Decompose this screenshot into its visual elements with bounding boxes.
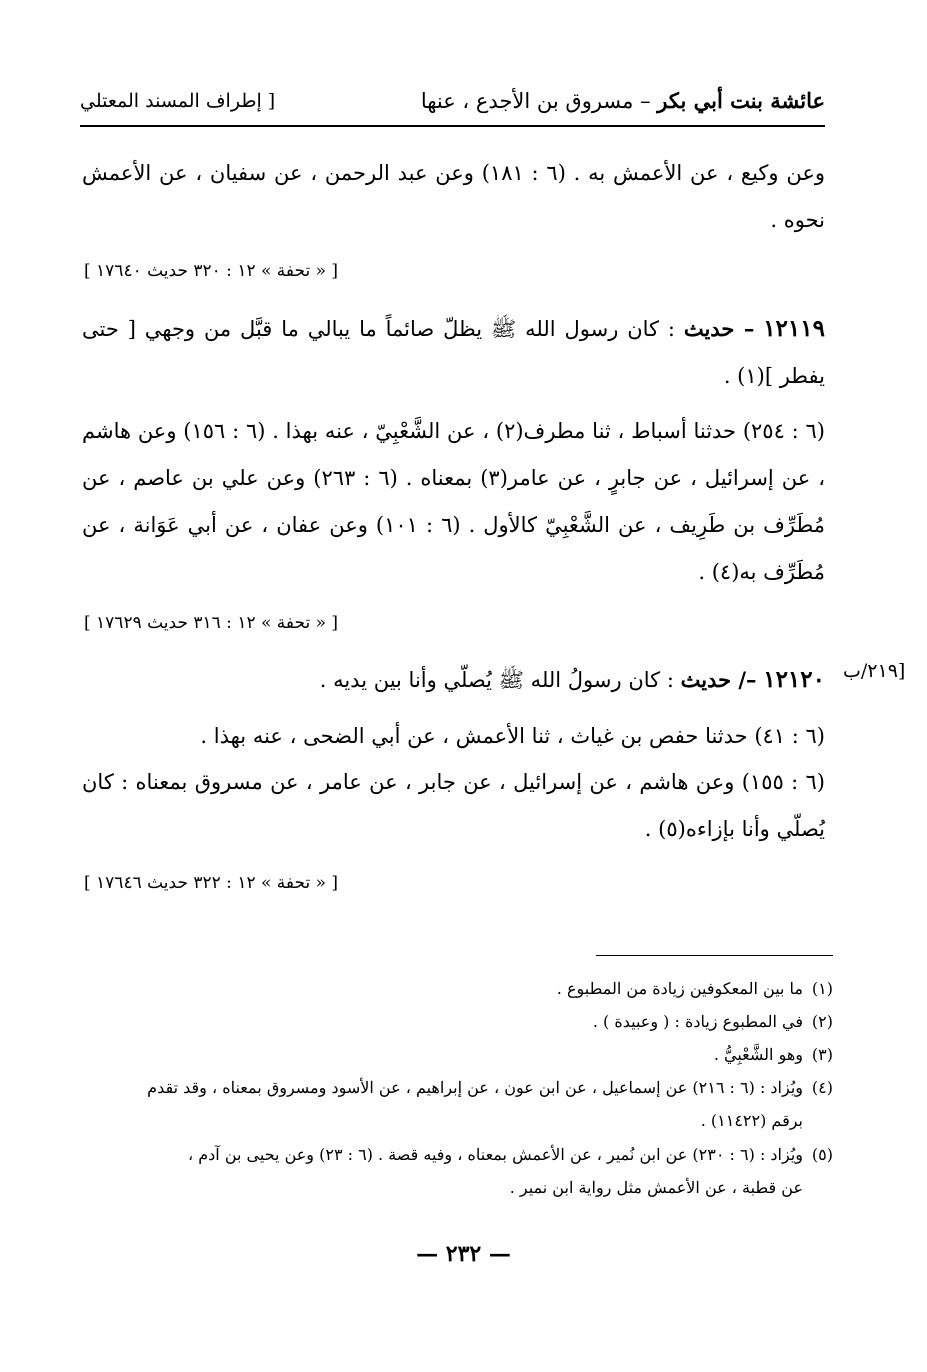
- footnote-text: ويُزاد : (٦ : ٢٣٠) عن ابن نُمير ، عن الأعمش بمعناه ، وفيه قصة . (٦ : ٢٣) وعن يحيى بن آدم ،: [188, 1145, 803, 1164]
- paragraph-2: (٦ : ٢٥٤) حدثنا أسباط ، ثنا مطرف(٢) ، عن الشَّعْبِيّ ، عنه بهذا . (٦ : ١٥٦) وعن هاشم ، عن إسرائيل ، عن جابرٍ ، عن عامر(٣) بمعناه . (٦ : ٢٦٣) وعن علي بن عاصم ، عن مُطَرِّف بن طَرِيف ، عن الشَّعْبِيّ كالأول . (٦ : ١٠١) وعن عفان ، عن أبي عَوَانة ، عن مُطَرِّف به(٤) .: [82, 419, 825, 584]
- footnote-4: [82, 1071, 835, 1138]
- header-title-rest: – مسروق بن الأجدع ، عنها: [420, 89, 658, 113]
- header-rule: [80, 125, 825, 127]
- footnote-1: [82, 972, 835, 1005]
- hadith-12119: [82, 305, 825, 400]
- footnote-text: في المطبوع زيادة : ( وعبيدة ) .: [592, 1012, 803, 1031]
- tuhfa-reference-2: [ « تحفة » ١٢ : ٣١٦ حديث ١٧٦٢٩ ]: [84, 613, 339, 633]
- footnote-3: [82, 1038, 835, 1071]
- tuhfa-reference-1: [ « تحفة » ١٢ : ٣٢٠ حديث ١٧٦٤٠ ]: [84, 261, 339, 281]
- footnote-2: [82, 1005, 835, 1038]
- page-number: — ٢٣٢ —: [416, 1241, 511, 1267]
- paragraph-1: وعن وكيع ، عن الأعمش به . (٦ : ١٨١) وعن عبد الرحمن ، عن سفيان ، عن الأعمش نحوه .: [82, 161, 825, 232]
- hadith-label: –/ حديث: [680, 667, 757, 692]
- footnote-5: [82, 1138, 835, 1205]
- tuhfa-reference-3: [ « تحفة » ١٢ : ٣٢٢ حديث ١٧٦٤٦ ]: [84, 873, 339, 893]
- footnotes: [82, 972, 835, 1205]
- hadith-12120: [82, 656, 825, 704]
- hadith-text: : كان رسولُ الله ﷺ يُصلّي وأنا بين يديه .: [319, 668, 681, 692]
- footnote-number: (١): [811, 979, 833, 998]
- hadith-label: – حديث: [683, 316, 755, 341]
- hadith-text: : كان رسول الله ﷺ يظلّ صائماً ما يبالي ما قبَّل من وجهي [ حتى يفطر ](١) .: [82, 317, 825, 388]
- hadith-number: ١٢١٢٠: [763, 666, 825, 693]
- footnote-text: ويُزاد : (٦ : ٢١٦) عن إسماعيل ، عن ابن عون ، عن إبراهيم ، عن الأسود ومسروق بمعناه ، وقد تقدم: [147, 1078, 803, 1097]
- footnote-number: (٥): [811, 1145, 833, 1164]
- paragraph-4: (٦ : ١٥٥) وعن هاشم ، عن إسرائيل ، عن جابر ، عن عامر ، عن مسروق بمعناه : كان يُصلّي وأنا بإزاءه(٥) .: [82, 770, 825, 841]
- footnote-text: ما بين المعكوفين زيادة من المطبوع .: [556, 979, 803, 998]
- footnote-rule: [596, 955, 833, 956]
- footnote-number: (٣): [811, 1045, 833, 1064]
- footnote-continuation: عن قطبة ، عن الأعمش مثل رواية ابن نمير .: [509, 1178, 803, 1197]
- header-title-bold: عائشة بنت أبي بكر: [657, 88, 825, 113]
- footnote-continuation: برقم (١١٤٢٢) .: [700, 1111, 803, 1130]
- header-book-title: [ إطراف المسند المعتلي: [80, 90, 276, 112]
- footnote-number: (٤): [811, 1078, 833, 1097]
- footnote-text: وهو الشَّعْبِيُّ .: [713, 1045, 803, 1064]
- footnote-number: (٢): [811, 1012, 833, 1031]
- header-title: [421, 88, 825, 113]
- paragraph-3: (٦ : ٤١) حدثنا حفص بن غياث ، ثنا الأعمش ، عن أبي الضحى ، عنه بهذا .: [200, 724, 825, 748]
- margin-manuscript-ref: [٢١٩/ب: [843, 660, 906, 682]
- running-header: [80, 88, 825, 124]
- hadith-number: ١٢١١٩: [763, 315, 825, 342]
